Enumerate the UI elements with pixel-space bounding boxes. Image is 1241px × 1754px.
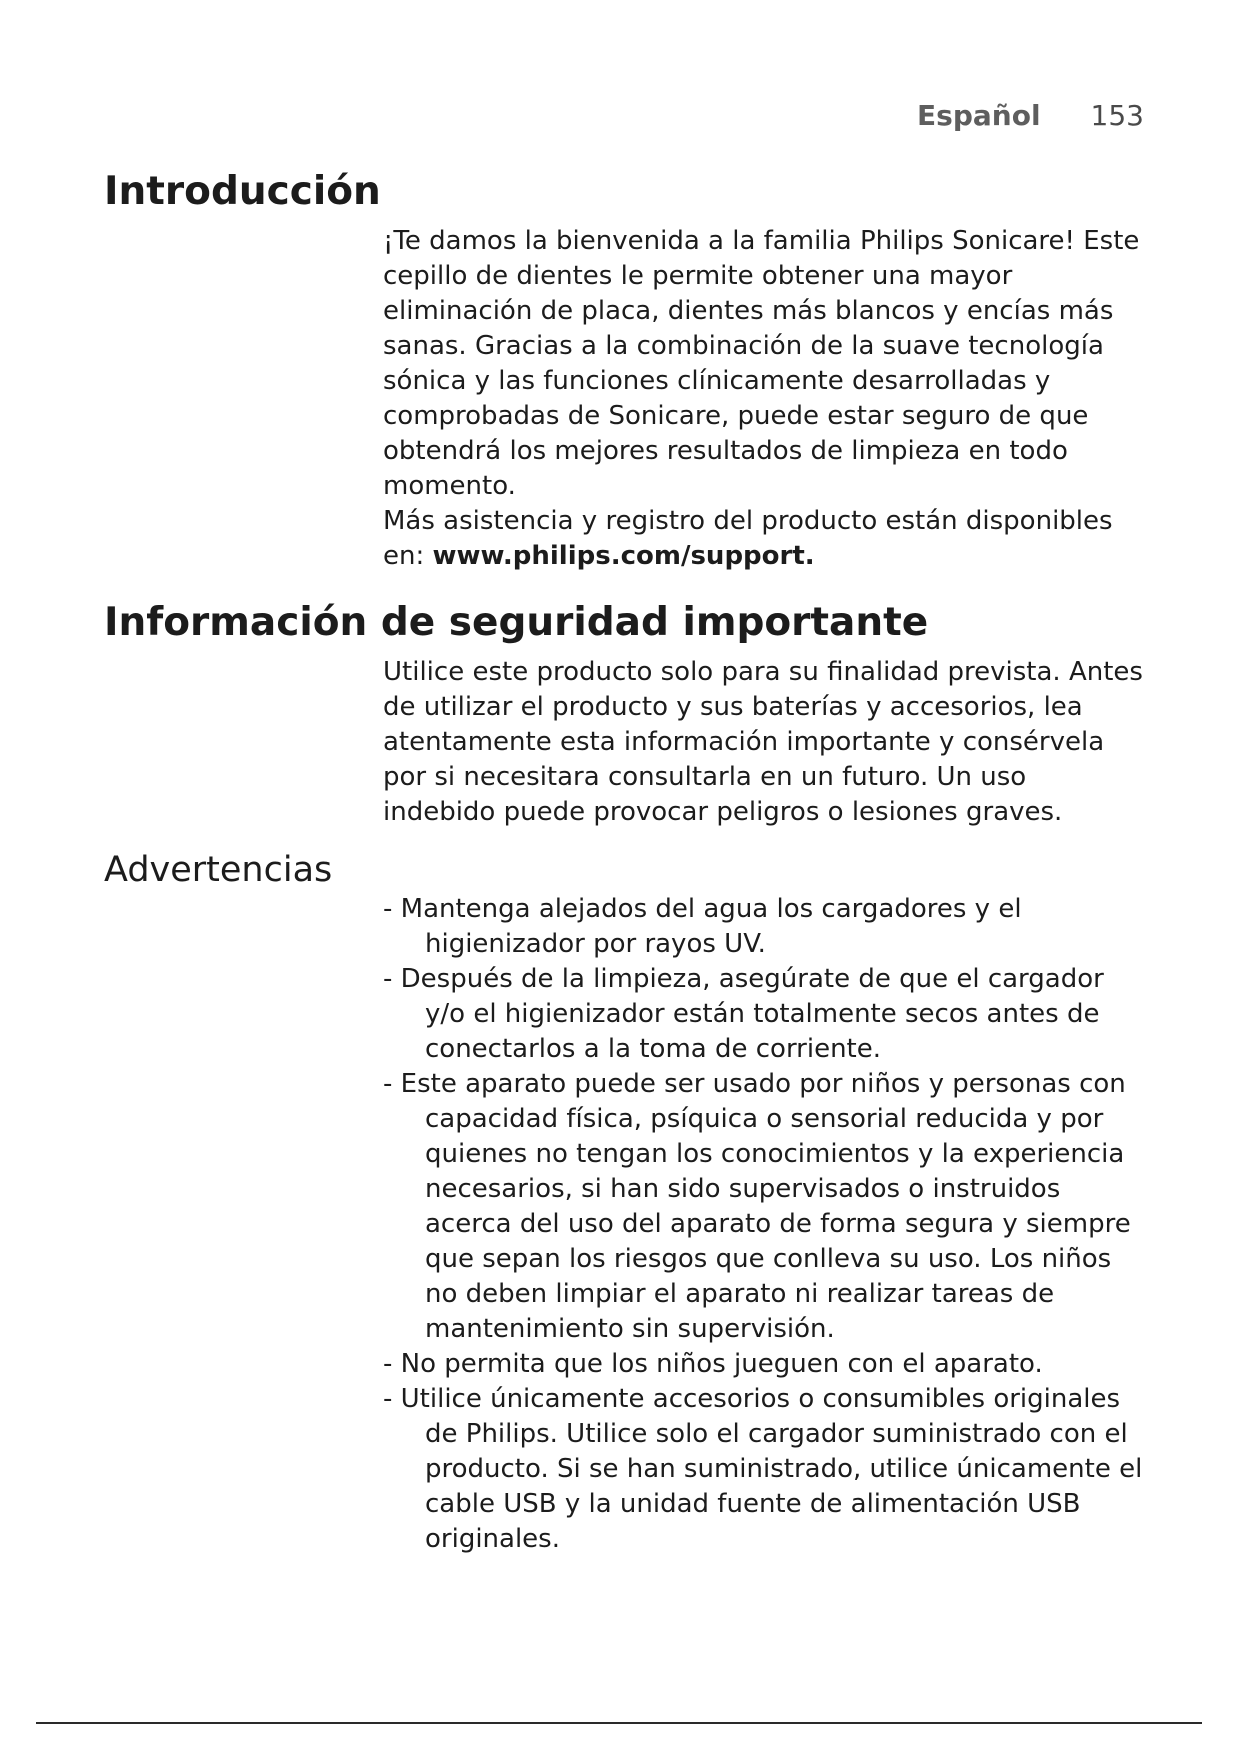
support-paragraph bbox=[383, 504, 1143, 574]
safety-section bbox=[383, 655, 1143, 830]
warnings-heading: Advertencias bbox=[104, 850, 333, 890]
warning-item: - Mantenga alejados del agua los cargadores y el higienizador por rayos UV. bbox=[383, 894, 1022, 959]
introduction-section bbox=[383, 224, 1143, 574]
warning-item: - Utilice únicamente accesorios o consumibles originales de Philips. Utilice solo el cargador suministrado con el producto. Si se han suministrado, utilice únicamente el cable USB y la unidad fuente de alimentación USB originales. bbox=[383, 1384, 1143, 1554]
safety-heading: Información de seguridad importante bbox=[104, 600, 929, 645]
introduction-heading: Introducción bbox=[104, 169, 381, 214]
language-label: Español bbox=[917, 99, 1041, 132]
warning-item: - No permita que los niños jueguen con el aparato. bbox=[383, 1349, 1043, 1379]
support-text: Más asistencia y registro del producto están disponibles en: bbox=[383, 506, 1113, 571]
warning-item: - Después de la limpieza, asegúrate de que el cargador y/o el higienizador están totalmente secos antes de conectarlos a la toma de corriente. bbox=[383, 964, 1104, 1064]
introduction-paragraph: ¡Te damos la bienvenida a la familia Philips Sonicare! Este cepillo de dientes le permite obtener una mayor eliminación de placa, dientes más blancos y encías más sanas. Gracias a la combinación de la suave tecnología sónica y las funciones clínicamente desarrolladas y comprobadas de Sonicare, puede estar seguro de que obtendrá los mejores resultados de limpieza en todo momento. bbox=[383, 226, 1140, 501]
support-link[interactable]: www.philips.com/support. bbox=[432, 541, 815, 571]
page-header bbox=[917, 96, 1144, 136]
bottom-divider bbox=[36, 1722, 1202, 1724]
safety-paragraph: Utilice este producto solo para su finalidad prevista. Antes de utilizar el producto y sus baterías y accesorios, lea atentamente esta información importante y consérvela por si necesitara consultarla en un futuro. Un uso indebido puede provocar peligros o lesiones graves. bbox=[383, 657, 1143, 827]
warnings-list bbox=[383, 892, 1143, 1557]
page-number: 153 bbox=[1090, 99, 1144, 132]
warning-item: - Este aparato puede ser usado por niños y personas con capacidad física, psíquica o sensorial reducida y por quienes no tengan los conocimientos y la experiencia necesarios, si han sido supervisados o instruidos acerca del uso del aparato de forma segura y siempre que sepan los riesgos que conlleva su uso. Los niños no deben limpiar el aparato ni realizar tareas de mantenimiento sin supervisión. bbox=[383, 1069, 1131, 1344]
